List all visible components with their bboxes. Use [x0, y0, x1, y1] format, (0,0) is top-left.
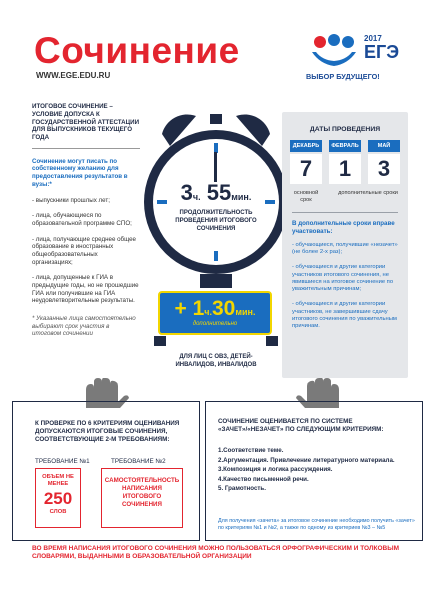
logo-text: ЕГЭ	[364, 42, 400, 62]
requirements-heading: К ПРОВЕРКЕ ПО 6 КРИТЕРИЯМ ОЦЕНИВАНИЯ ДОПУСКАЮТСЯ ИТОГОВЫЕ СОЧИНЕНИЯ, СООТВЕТСТВУЮЩИЕ 2-М ТРЕБОВАНИЯМ:	[35, 420, 180, 444]
dates-panel	[282, 112, 408, 378]
requirement-1-label: ТРЕБОВАНИЕ №1	[35, 458, 90, 465]
eligibility-column	[32, 103, 140, 338]
requirement-1-value: 250	[43, 489, 73, 509]
grading-frame	[205, 401, 423, 541]
eligibility-item: - лица, допущенные к ГИА в предыдущие годы, но не прошедшие ГИА или получившие на ГИА неудовлетворительные результаты.	[32, 274, 139, 305]
duration-clock	[140, 110, 292, 366]
list-item: 1.Соответствие теме.	[218, 447, 284, 454]
duration-hours: 3	[180, 180, 193, 205]
divider	[32, 148, 140, 149]
requirements-frame	[12, 401, 200, 541]
grading-criteria-list	[218, 446, 418, 494]
day-value: 3	[368, 154, 400, 184]
eligibility-heading: ИТОГОВОЕ СОЧИНЕНИЕ – УСЛОВИЕ ДОПУСКА К ГОСУДАРСТВЕННОЙ АТТЕСТАЦИИ ДЛЯ ВЫПУСКНИКОВ ТЕКУЩЕГО ГОДА	[32, 103, 140, 141]
duration-minutes: 55	[206, 180, 232, 205]
day-value: 7	[290, 154, 322, 184]
page-title: Сочинение	[34, 30, 240, 71]
divider	[292, 212, 398, 213]
extra-time	[160, 297, 270, 321]
requirement-1-text: ОБЪЕМ НЕ МЕНЕЕ	[42, 474, 74, 488]
list-item: 3.Композиция и логика рассуждения.	[218, 466, 333, 474]
eligibility-item: - выпускники прошлых лет;	[32, 196, 110, 204]
grading-note: Для получения «зачета» за итоговое сочинение необходимо получить «зачет» по критериям №1 и №2, а также по одному из критериев №3 – №5	[218, 518, 415, 532]
requirement-2-label: ТРЕБОВАНИЕ №2	[111, 458, 166, 465]
ege-emblem-icon	[308, 30, 364, 70]
website-link[interactable]: WWW.EGE.EDU.RU	[36, 71, 111, 80]
main-term-label: основной срок	[293, 190, 319, 203]
day-value: 1	[329, 154, 361, 184]
extra-minutes-unit: мин.	[235, 307, 256, 317]
list-item: 2.Аргументация. Привлечение литературного материала.	[218, 456, 395, 464]
logo-slogan: ВЫБОР БУДУЩЕГО!	[306, 72, 380, 81]
list-item: 5. Грамотность.	[218, 485, 266, 493]
requirement-1-box	[35, 468, 81, 528]
logo-year: 2017	[364, 34, 382, 43]
extra-time-caption: ДЛЯ ЛИЦ С ОВЗ, ДЕТЕЙ-ИНВАЛИДОВ, ИНВАЛИДОВ	[175, 354, 257, 368]
month-label: ДЕКАБРЬ	[290, 140, 322, 152]
list-item: - обучающиеся и другие категории участников итогового сочинения, не явившиеся на итоговое сочинение по уважительным причинам;	[292, 264, 394, 293]
extra-minutes: 30	[212, 297, 236, 320]
list-item: - обучающиеся и другие категории участников, не завершившие сдачу итогового сочинения по уважительным причинам.	[292, 301, 397, 330]
dates-title: ДАТЫ ПРОВЕДЕНИЯ	[309, 126, 381, 133]
eligibility-subheading: Сочинение могут писать по собственному желанию для предоставления результатов в вузы:*	[32, 157, 128, 188]
requirement-1-unit: СЛОВ	[49, 509, 67, 516]
list-item: 4.Качество письменной речи.	[218, 475, 309, 483]
month-label: МАЙ	[368, 140, 400, 152]
extra-hours: + 1	[174, 297, 205, 320]
extra-term-heading: В дополнительные сроки вправе участвовать:	[292, 220, 395, 235]
requirement-2-text: САМОСТОЯТЕЛЬНОСТЬ НАПИСАНИЯ ИТОГОВОГО СОЧИНЕНИЯ	[104, 477, 180, 509]
extra-time-box	[158, 291, 272, 335]
list-item: - обучающиеся, получившие «незачет» (не более 2-х раз);	[292, 242, 398, 256]
grading-heading: СОЧИНЕНИЕ ОЦЕНИВАЕТСЯ ПО СИСТЕМЕ «ЗАЧЕТ»/«НЕЗАЧЕТ» ПО СЛЕДУЮЩИМ КРИТЕРИЯМ:	[218, 418, 384, 434]
duration-minutes-unit: мин.	[231, 192, 252, 202]
dictionary-note: ВО ВРЕМЯ НАПИСАНИЯ ИТОГОВОГО СОЧИНЕНИЯ МОЖНО ПОЛЬЗОВАТЬСЯ ОРФОГРАФИЧЕСКИМ И ТОЛКОВЫМ СЛОВАРЯМИ, ВЫДАННЫМИ В ОБРАЗОВАТЕЛЬНОЙ ОРГАНИЗАЦИИ	[32, 545, 399, 561]
eligibility-note: * Указанные лица самостоятельно выбирают срок участия в итоговом сочинении	[32, 315, 136, 338]
ege-logo	[304, 30, 416, 86]
extra-term-list	[292, 242, 400, 338]
duration-caption: ПРОДОЛЖИТЕЛЬНОСТЬ ПРОВЕДЕНИЯ ИТОГОВОГО СОЧИНЕНИЯ	[175, 210, 257, 232]
extra-time-label: дополнительно	[192, 321, 238, 327]
requirement-2-box	[101, 468, 183, 528]
eligibility-item: - лица, обучающиеся по образовательной программе СПО;	[32, 212, 132, 227]
duration-hours-unit: ч.	[192, 192, 201, 202]
extra-hours-unit: ч.	[204, 307, 212, 317]
eligibility-item: - лица, получающие среднее общее образование в иностранных общеобразовательных организациях;	[32, 235, 136, 266]
extra-term-label: дополнительные сроки	[338, 190, 398, 196]
month-label: ФЕВРАЛЬ	[329, 140, 361, 152]
duration-time	[140, 180, 292, 206]
